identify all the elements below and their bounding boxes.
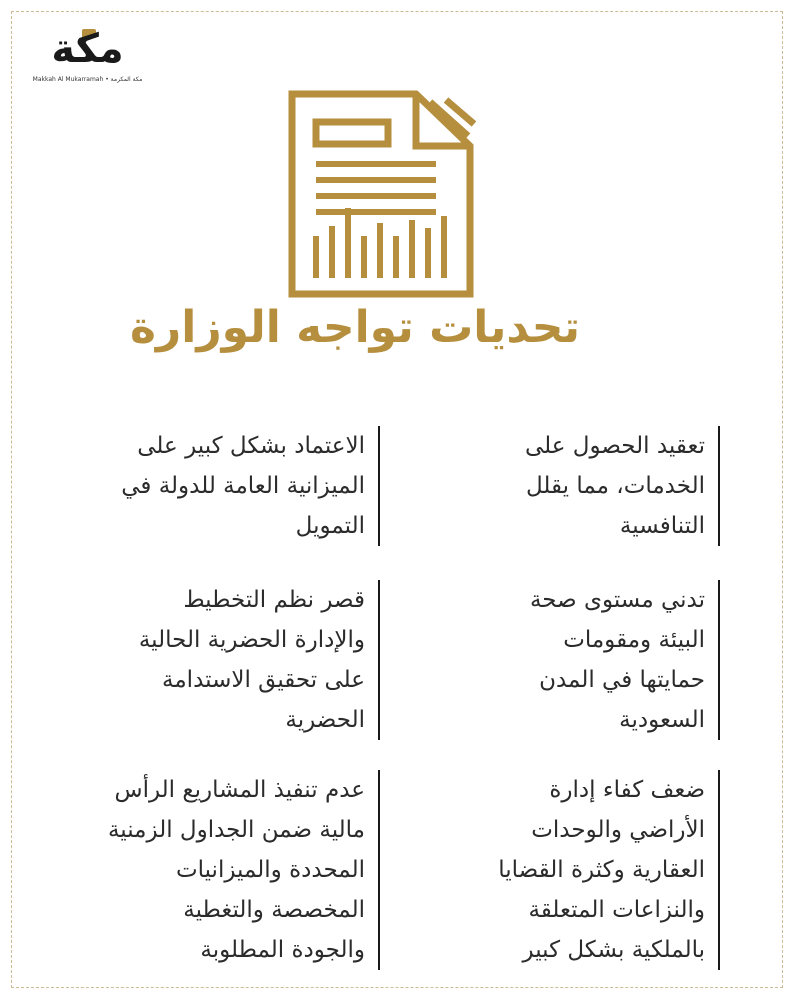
logo-wordmark: مكة — [51, 26, 124, 72]
challenge-line: العقارية وكثرة القضايا — [498, 857, 705, 883]
challenge-line: الخدمات، مما يقلل — [525, 473, 705, 499]
challenge-line: الميزانية العامة للدولة في — [121, 473, 365, 499]
challenge-3 — [470, 580, 720, 740]
challenge-4 — [60, 580, 380, 740]
challenge-line: تدني مستوى صحة — [529, 587, 705, 613]
page-title: تحديات تواجه الوزارة — [129, 302, 580, 353]
challenge-1 — [470, 426, 720, 546]
challenge-line: مالية ضمن الجداول الزمنية — [107, 817, 365, 843]
challenge-line: الحضرية — [285, 707, 365, 733]
logo-subtitle: Makkah Al Mukarramah • مكة المكرمة — [32, 76, 143, 83]
challenge-2 — [60, 426, 380, 546]
challenge-line: على تحقيق الاستدامة — [162, 667, 365, 693]
challenge-5 — [470, 770, 720, 970]
challenge-6 — [60, 770, 380, 970]
challenge-line: والإدارة الحضرية الحالية — [138, 627, 365, 653]
challenge-line: بالملكية بشكل كبير — [522, 937, 705, 963]
challenge-line: المخصصة والتغطية — [183, 897, 365, 923]
makkah-logo — [30, 25, 145, 87]
challenge-line: والجودة المطلوبة — [200, 937, 365, 963]
challenge-line: البيئة ومقومات — [563, 627, 705, 653]
challenge-line: تعقيد الحصول على — [524, 433, 705, 459]
challenge-line: قصر نظم التخطيط — [183, 587, 365, 613]
challenge-line: حمايتها في المدن — [539, 667, 705, 693]
challenge-line: السعودية — [619, 707, 705, 733]
challenge-line: عدم تنفيذ المشاريع الرأس — [114, 777, 365, 803]
document-chart-icon — [286, 88, 480, 300]
challenge-line: ضعف كفاء إدارة — [549, 777, 705, 803]
challenge-line: الأراضي والوحدات — [531, 817, 705, 843]
challenge-line: التمويل — [295, 513, 365, 539]
challenge-line: التنافسية — [619, 513, 705, 539]
challenge-line: والنزاعات المتعلقة — [528, 897, 705, 923]
challenge-line: الاعتماد بشكل كبير على — [137, 433, 365, 459]
challenge-line: المحددة والميزانيات — [175, 857, 365, 883]
